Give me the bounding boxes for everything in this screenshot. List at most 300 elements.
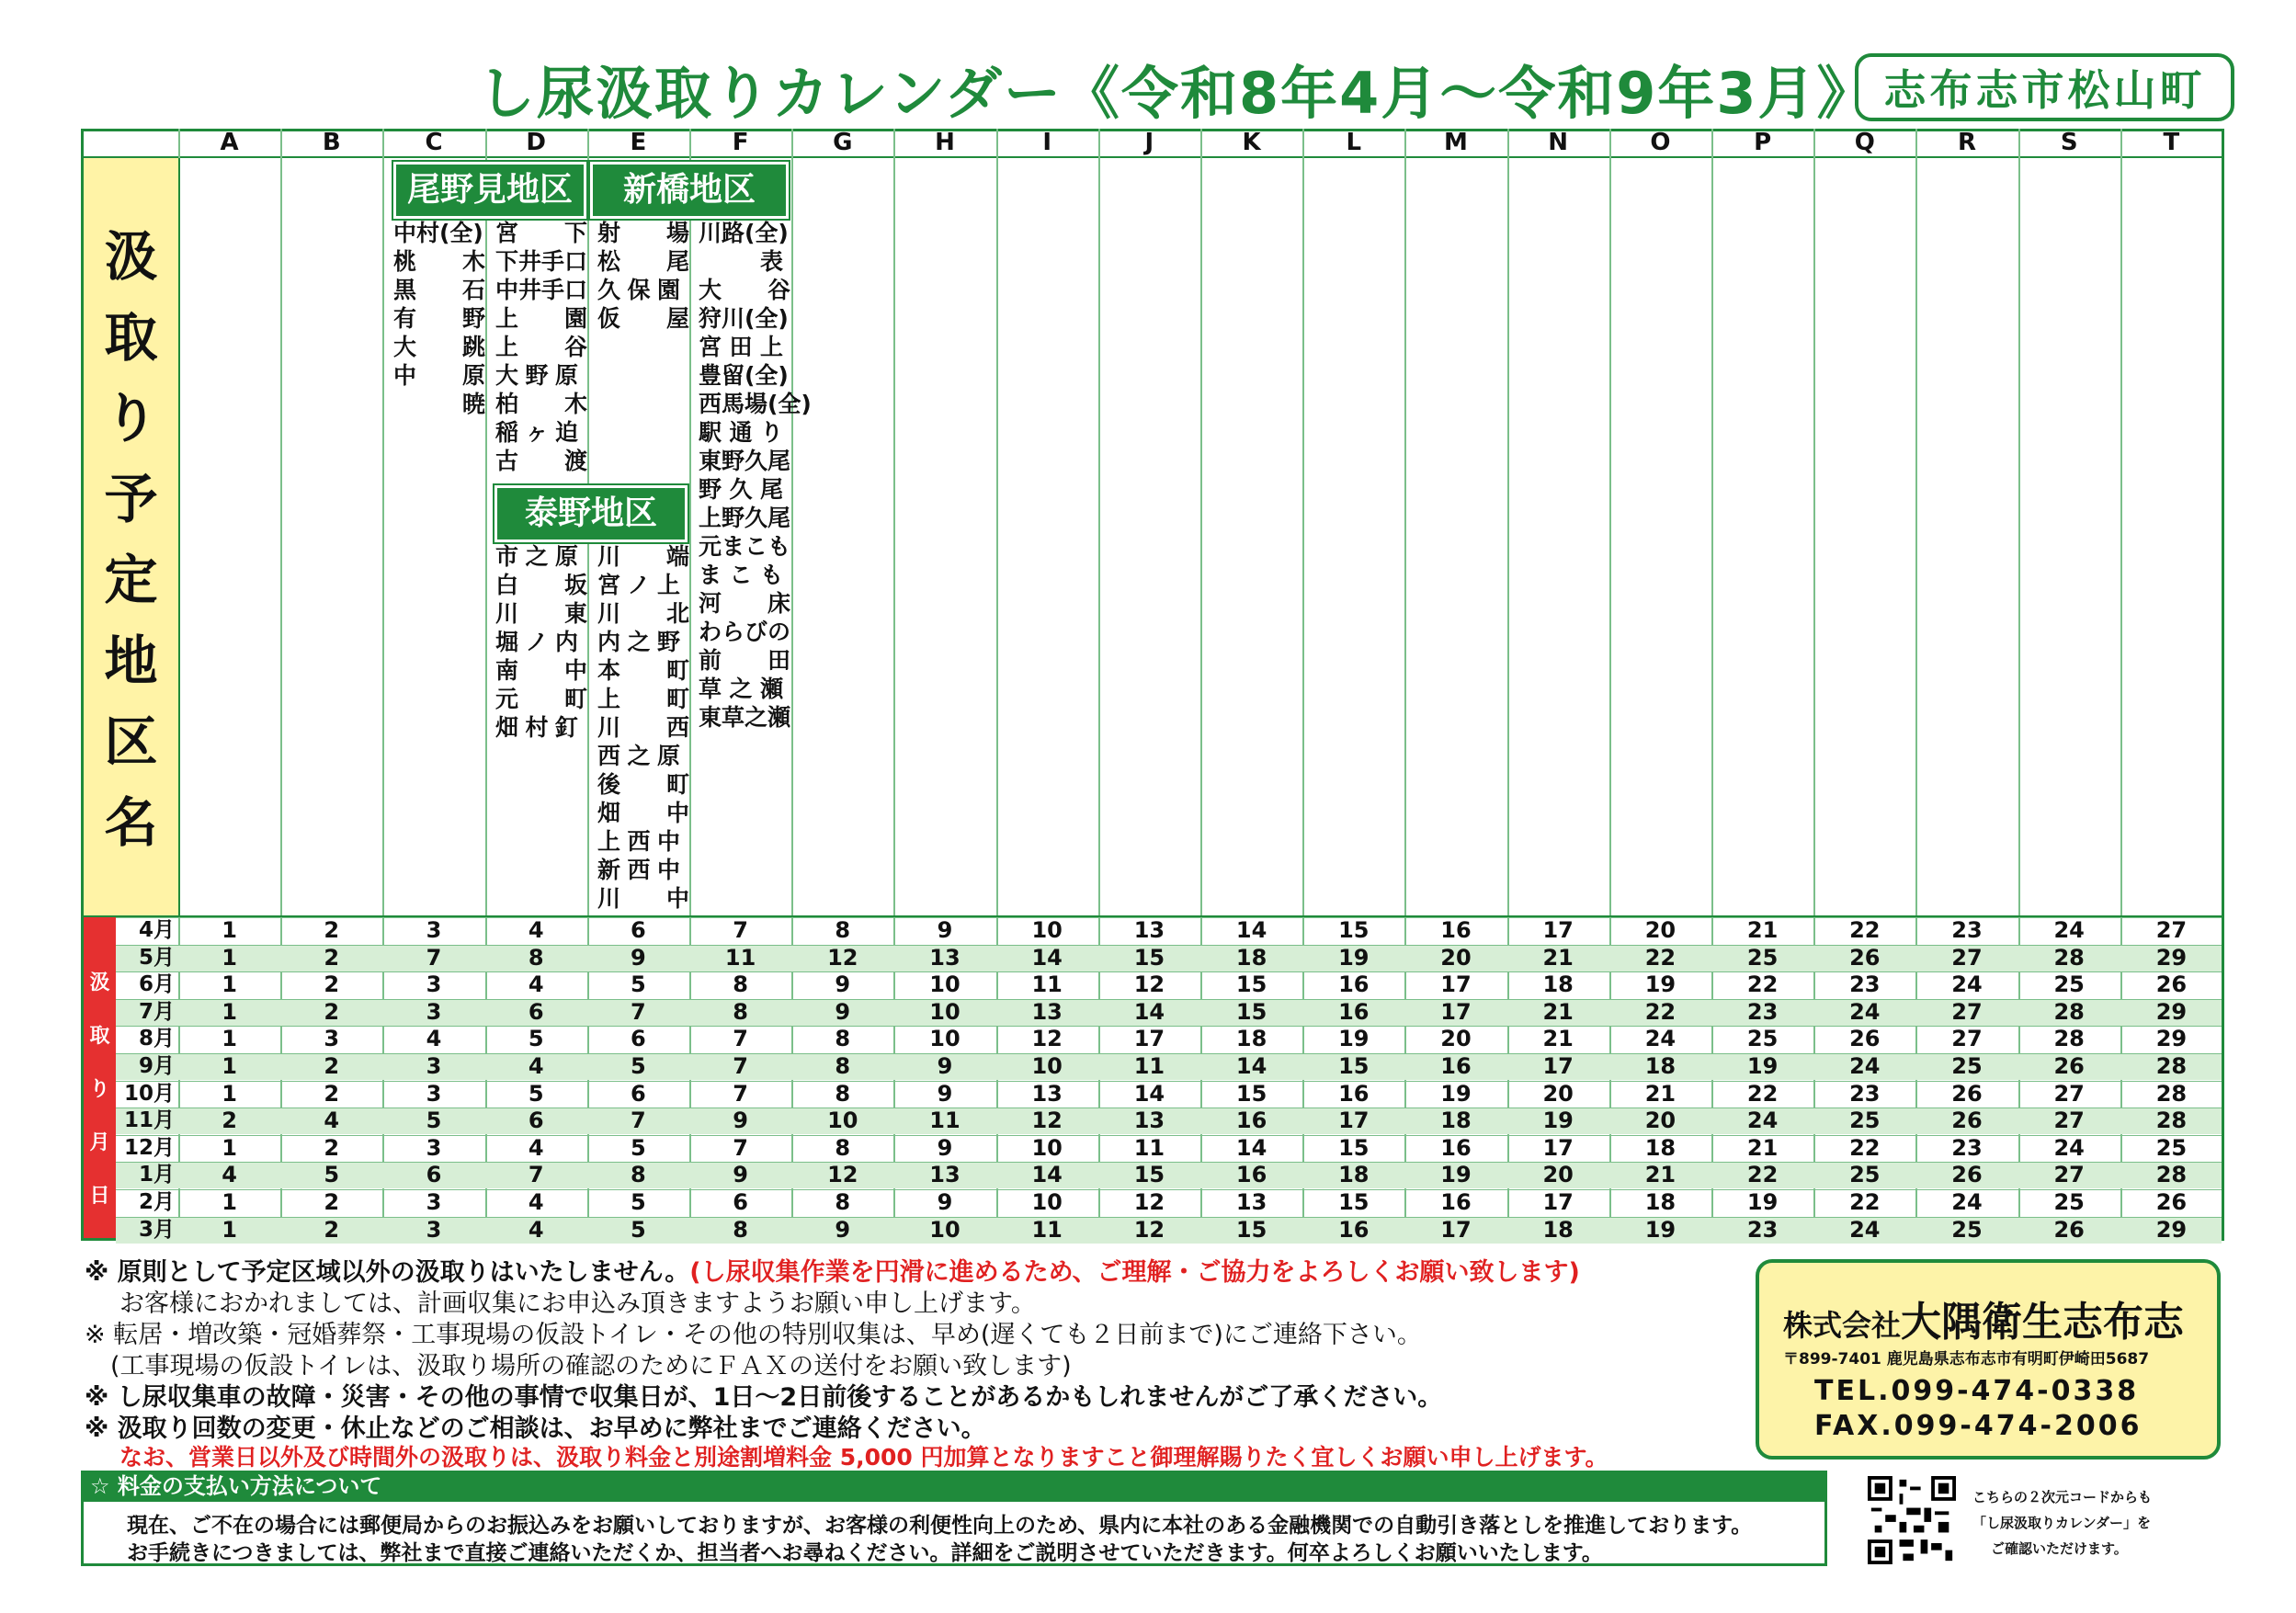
schedule-day: 10: [827, 1108, 858, 1134]
place-name: 上 園: [495, 305, 588, 332]
schedule-month: 12月: [123, 1135, 175, 1160]
place-name: 中村(全): [393, 220, 483, 246]
place-name: わらびの: [699, 619, 791, 645]
row-divider: [116, 1135, 2222, 1136]
schedule-row: [116, 945, 2222, 971]
schedule-month: 8月: [138, 1027, 175, 1051]
schedule-day: 18: [1338, 1162, 1370, 1188]
schedule-day: 9: [835, 1216, 851, 1243]
schedule-day: 11: [1133, 1134, 1165, 1161]
schedule-day: 20: [1644, 1108, 1677, 1134]
schedule-day: 13: [929, 1162, 960, 1188]
schedule-day: 26: [2053, 1216, 2085, 1243]
schedule-day: 9: [937, 1189, 953, 1215]
schedule-month: 9月: [138, 1054, 175, 1078]
schedule-row: [116, 971, 2222, 998]
schedule-day: 24: [1849, 998, 1881, 1025]
schedule-day: 18: [1644, 1134, 1677, 1161]
schedule-day: 2: [324, 1080, 340, 1107]
sidebar-label-char: り: [104, 387, 158, 449]
schedule-day: 1: [222, 1216, 237, 1243]
schedule-day: 16: [1440, 1134, 1472, 1161]
schedule-day: 13: [1031, 998, 1063, 1025]
schedule-day: 1: [222, 1189, 237, 1215]
schedule-day: 25: [1849, 1108, 1881, 1134]
schedule-day: 28: [2155, 1053, 2188, 1079]
schedule-day: 12: [1031, 1026, 1063, 1052]
schedule-day: 28: [2053, 1026, 2085, 1052]
schedule-row: [116, 1026, 2222, 1052]
place-name: 大 谷: [699, 277, 791, 303]
schedule-day: 3: [426, 971, 442, 998]
schedule-day: 24: [2053, 917, 2085, 943]
place-name: 駅通り: [699, 419, 783, 446]
schedule-day: 3: [426, 1134, 442, 1161]
schedule-day: 9: [835, 971, 851, 998]
place-name: 黒 石: [393, 277, 486, 303]
company-prefix: 株式会社: [1783, 1308, 1902, 1343]
company-address: 〒899-7401 鹿児島県志布志市有明町伊崎田5687: [1783, 1350, 2150, 1369]
place-name: 元まこも: [699, 533, 791, 560]
schedule-day: 26: [1849, 944, 1881, 971]
place-name: 上西中: [597, 828, 680, 855]
schedule-day: 19: [1440, 1162, 1472, 1188]
schedule-day: 13: [1235, 1189, 1267, 1215]
page-title: し尿汲取りカレンダー《令和8年4月〜令和9年3月》: [478, 60, 1876, 127]
schedule-day: 4: [528, 917, 544, 943]
note-2: お客様におかれましては、計画収集にお申込み頂きますようお願い申し上げます。: [119, 1289, 1036, 1318]
note-1: ※ 原則として予定区域以外の汲取りはいたしません。(し尿収集作業を円滑に進めるため、ご理解・ご協力をよろしくお願い致します): [85, 1258, 1580, 1287]
schedule-day: 27: [2053, 1108, 2085, 1134]
schedule-day: 21: [1542, 1026, 1574, 1052]
column-header-b: B: [322, 129, 341, 156]
schedule-day: 4: [324, 1108, 340, 1134]
schedule-day: 16: [1235, 1108, 1267, 1134]
schedule-day: 26: [2155, 1189, 2188, 1215]
schedule-day: 19: [1338, 944, 1370, 971]
column-header-r: R: [1957, 129, 1976, 156]
schedule-day: 15: [1235, 998, 1267, 1025]
schedule-day: 15: [1338, 1134, 1370, 1161]
schedule-day: 16: [1440, 1053, 1472, 1079]
place-name: 東野久尾: [699, 448, 791, 474]
row-divider: [116, 1026, 2222, 1027]
schedule-day: 23: [1746, 1216, 1779, 1243]
schedule-day: 10: [929, 998, 960, 1025]
schedule-day: 15: [1235, 1080, 1267, 1107]
schedule-day: 8: [835, 1189, 851, 1215]
place-name: 桃 木: [393, 248, 486, 275]
column-header-s: S: [2060, 129, 2078, 156]
schedule-day: 21: [1644, 1162, 1677, 1188]
schedule-day: 9: [631, 944, 646, 971]
schedule-day: 15: [1338, 917, 1370, 943]
schedule-row: [116, 917, 2222, 944]
schedule-day: 27: [2053, 1080, 2085, 1107]
schedule-row: [116, 1053, 2222, 1080]
schedule-label-char: り: [89, 1078, 110, 1101]
company-name-main: 大隅衛生志布志: [1901, 1299, 2185, 1346]
schedule-day: 17: [1440, 971, 1472, 998]
place-name: 元 町: [495, 686, 588, 712]
schedule-day: 5: [528, 1026, 544, 1052]
schedule-day: 8: [733, 998, 748, 1025]
schedule-day: 1: [222, 1134, 237, 1161]
schedule-day: 25: [1951, 1053, 1983, 1079]
schedule-day: 5: [324, 1162, 340, 1188]
column-header-a: A: [220, 129, 239, 156]
schedule-day: 29: [2155, 1026, 2188, 1052]
row-divider: [116, 1081, 2222, 1082]
schedule-day: 1: [222, 971, 237, 998]
sidebar-label: [84, 158, 180, 915]
company-fax: FAX.099-474-2006: [1814, 1410, 2143, 1442]
note-3: ※ 転居・増改築・冠婚葬祭・工事現場の仮設トイレ・その他の特別収集は、早め(遅くても２日前まで)にご連絡下さい。: [85, 1321, 1422, 1349]
schedule-day: 13: [929, 944, 960, 971]
schedule-day: 5: [528, 1080, 544, 1107]
schedule-day: 28: [2053, 944, 2085, 971]
schedule-day: 6: [631, 917, 646, 943]
schedule-day: 27: [2053, 1162, 2085, 1188]
schedule-day: 15: [1338, 1189, 1370, 1215]
schedule-day: 4: [528, 1134, 544, 1161]
place-name: 新西中: [597, 857, 680, 883]
place-name: 宮 下: [495, 220, 588, 246]
schedule-day: 21: [1542, 944, 1574, 971]
schedule-day: 8: [835, 1053, 851, 1079]
schedule-day: 13: [1133, 917, 1165, 943]
schedule-day: 29: [2155, 998, 2188, 1025]
schedule-day: 18: [1235, 944, 1267, 971]
schedule-day: 22: [1644, 944, 1677, 971]
schedule-day: 5: [631, 1053, 646, 1079]
schedule-day: 18: [1542, 1216, 1574, 1243]
note-6: ※ 汲取り回数の変更・休止などのご相談は、お早めに弊社までご連絡ください。: [85, 1414, 986, 1443]
schedule-day: 11: [1133, 1053, 1165, 1079]
schedule-day: 13: [1133, 1108, 1165, 1134]
column-header-n: N: [1548, 129, 1569, 156]
schedule-day: 20: [1644, 917, 1677, 943]
schedule-day: 2: [222, 1108, 237, 1134]
schedule-day: 7: [631, 1108, 646, 1134]
place-name: 射 場: [597, 220, 690, 246]
schedule-day: 3: [426, 917, 442, 943]
place-name: 上 町: [597, 686, 690, 712]
schedule-row: [116, 999, 2222, 1026]
schedule-day: 5: [631, 1189, 646, 1215]
schedule-day: 20: [1440, 1026, 1472, 1052]
schedule-day: 20: [1542, 1162, 1574, 1188]
schedule-day: 25: [1849, 1162, 1881, 1188]
schedule-day: 16: [1338, 1216, 1370, 1243]
place-name: 堀ノ内: [495, 629, 578, 655]
schedule-day: 8: [835, 917, 851, 943]
schedule-day: 12: [1031, 1108, 1063, 1134]
schedule-day: 26: [2053, 1053, 2085, 1079]
schedule-day: 3: [426, 1216, 442, 1243]
place-name: 川路(全): [699, 220, 789, 246]
schedule-month: 7月: [138, 999, 175, 1024]
schedule-day: 10: [1031, 1189, 1063, 1215]
schedule-day: 27: [1951, 998, 1983, 1025]
schedule-label-char: 取: [89, 1025, 110, 1048]
schedule-day: 9: [733, 1108, 748, 1134]
company-box: [1756, 1259, 2221, 1460]
column-header-m: M: [1444, 129, 1468, 156]
schedule-day: 7: [733, 917, 748, 943]
column-header-d: D: [526, 129, 546, 156]
schedule-day: 27: [2155, 917, 2188, 943]
place-name: 市之原: [495, 543, 578, 570]
schedule-day: 9: [937, 1080, 953, 1107]
schedule-day: 22: [1746, 1080, 1779, 1107]
place-name: 有 野: [393, 305, 486, 332]
column-header-k: K: [1242, 129, 1261, 156]
qr-caption-3: ご確認いただけます。: [1991, 1540, 2128, 1557]
schedule-day: 22: [1849, 1189, 1881, 1215]
note-5: ※ し尿収集車の故障・災害・その他の事情で収集日が、1日〜2日前後することがあるかもしれませんがご了承ください。: [85, 1383, 1443, 1412]
schedule-day: 7: [733, 1026, 748, 1052]
schedule-day: 21: [1746, 1134, 1779, 1161]
company-tel: TEL.099-474-0338: [1814, 1375, 2140, 1407]
place-name: 前 田: [699, 647, 791, 674]
column-header-f: F: [732, 129, 749, 156]
schedule-day: 8: [835, 1026, 851, 1052]
schedule-day: 9: [937, 1134, 953, 1161]
schedule-day: 17: [1542, 1134, 1574, 1161]
place-name: 中井手口: [495, 277, 588, 303]
schedule-day: 28: [2155, 1108, 2188, 1134]
place-name: 川 北: [597, 600, 690, 627]
schedule-day: 6: [733, 1189, 748, 1215]
schedule-day: 15: [1235, 1216, 1267, 1243]
sidebar-label-char: 地: [104, 630, 158, 692]
schedule-day: 10: [929, 1026, 960, 1052]
schedule-day: 18: [1542, 971, 1574, 998]
schedule-day: 21: [1644, 1080, 1677, 1107]
schedule-day: 2: [324, 1053, 340, 1079]
schedule-month: 11月: [123, 1108, 175, 1133]
column-header-o: O: [1650, 129, 1671, 156]
schedule-day: 27: [1951, 944, 1983, 971]
schedule-day: 3: [426, 1189, 442, 1215]
schedule-day: 21: [1542, 998, 1574, 1025]
schedule-day: 4: [528, 971, 544, 998]
schedule-day: 9: [835, 998, 851, 1025]
place-name: 西之原: [597, 743, 680, 769]
schedule-day: 14: [1235, 917, 1267, 943]
schedule-day: 18: [1235, 1026, 1267, 1052]
place-name: 畑村釘: [495, 714, 578, 741]
place-name: 本 町: [597, 657, 690, 684]
row-divider: [116, 1217, 2222, 1218]
place-name: 久保園: [597, 277, 680, 303]
schedule-day: 16: [1440, 1189, 1472, 1215]
schedule-day: 15: [1338, 1053, 1370, 1079]
schedule-day: 19: [1644, 971, 1677, 998]
schedule-day: 13: [1031, 1080, 1063, 1107]
place-name: 内之野: [597, 629, 680, 655]
place-name: 大野原: [495, 362, 578, 389]
schedule-day: 2: [324, 998, 340, 1025]
column-header-h: H: [935, 129, 955, 156]
schedule-day: 19: [1542, 1108, 1574, 1134]
schedule-day: 17: [1440, 998, 1472, 1025]
schedule-day: 29: [2155, 944, 2188, 971]
schedule-day: 15: [1235, 971, 1267, 998]
schedule-day: 2: [324, 1134, 340, 1161]
schedule-month: 4月: [138, 918, 175, 942]
schedule-day: 24: [2053, 1134, 2085, 1161]
schedule-day: 26: [1849, 1026, 1881, 1052]
schedule-day: 19: [1338, 1026, 1370, 1052]
place-name: 川 西: [597, 714, 690, 741]
sidebar-label-char: 定: [104, 549, 158, 611]
schedule-day: 18: [1440, 1108, 1472, 1134]
place-name: 古 渡: [495, 448, 588, 474]
schedule-day: 16: [1338, 1080, 1370, 1107]
schedule-day: 9: [937, 917, 953, 943]
schedule-day: 19: [1746, 1053, 1779, 1079]
schedule-day: 24: [1644, 1026, 1677, 1052]
schedule-day: 24: [1746, 1108, 1779, 1134]
schedule-day: 14: [1235, 1053, 1267, 1079]
schedule-day: 7: [528, 1162, 544, 1188]
schedule-day: 14: [1031, 944, 1063, 971]
schedule-row: [116, 1189, 2222, 1216]
place-name: 川 東: [495, 600, 588, 627]
schedule-day: 17: [1542, 917, 1574, 943]
schedule-day: 12: [827, 1162, 858, 1188]
place-name: 狩川(全): [699, 305, 789, 332]
schedule-day: 22: [1746, 1162, 1779, 1188]
schedule-day: 23: [1951, 1134, 1983, 1161]
place-name: 川 中: [597, 885, 690, 912]
schedule-day: 12: [1133, 1216, 1165, 1243]
schedule-month: 6月: [138, 972, 175, 997]
sidebar-label-char: 予: [104, 468, 158, 530]
schedule-day: 9: [937, 1053, 953, 1079]
schedule-day: 2: [324, 1189, 340, 1215]
schedule-day: 4: [426, 1026, 442, 1052]
schedule-day: 20: [1542, 1080, 1574, 1107]
schedule-day: 5: [631, 971, 646, 998]
schedule-day: 14: [1133, 998, 1165, 1025]
schedule-day: 19: [1644, 1216, 1677, 1243]
schedule-month: 2月: [138, 1190, 175, 1214]
column-header-p: P: [1754, 129, 1772, 156]
schedule-day: 12: [827, 944, 858, 971]
header-divider: [81, 156, 2224, 158]
schedule-day: 17: [1542, 1189, 1574, 1215]
schedule-day: 1: [222, 998, 237, 1025]
schedule-day: 17: [1542, 1053, 1574, 1079]
region-onomi: 尾野見地区: [393, 162, 586, 219]
place-name: 宮田上: [699, 334, 783, 360]
schedule-day: 6: [631, 1080, 646, 1107]
schedule-day: 18: [1644, 1189, 1677, 1215]
payment-line-2: お手続きにつきましては、弊社まで直接ご連絡いただくか、担当者へお尋ねください。詳細をご説明させていただきます。何卒よろしくお願いいたします。: [127, 1541, 1603, 1565]
schedule-day: 22: [1849, 917, 1881, 943]
schedule-day: 29: [2155, 1216, 2188, 1243]
schedule-month: 3月: [138, 1217, 175, 1242]
schedule-row: [116, 1162, 2222, 1188]
schedule-day: 4: [222, 1162, 237, 1188]
place-name: 野久尾: [699, 476, 783, 503]
place-name: 暁: [393, 391, 486, 417]
sidebar-label-char: 名: [104, 791, 158, 854]
schedule-label-char: 月: [89, 1131, 110, 1154]
schedule-day: 28: [2155, 1162, 2188, 1188]
place-name: 表: [699, 248, 783, 275]
column-header-i: I: [1042, 129, 1052, 156]
schedule-day: 26: [1951, 1162, 1983, 1188]
schedule-day: 3: [426, 998, 442, 1025]
schedule-day: 25: [1951, 1216, 1983, 1243]
schedule-day: 7: [733, 1134, 748, 1161]
schedule-day: 4: [528, 1053, 544, 1079]
schedule-month: 5月: [138, 945, 175, 970]
schedule-day: 17: [1440, 1216, 1472, 1243]
place-name: 河 床: [699, 590, 791, 617]
schedule-day: 25: [2053, 1189, 2085, 1215]
schedule-day: 1: [222, 917, 237, 943]
schedule-day: 28: [2155, 1080, 2188, 1107]
qr-caption-2: 「し尿汲取りカレンダー」を: [1972, 1515, 2152, 1531]
schedule-day: 22: [1849, 1134, 1881, 1161]
schedule-day: 1: [222, 1026, 237, 1052]
place-name: 下井手口: [495, 248, 588, 275]
schedule-day: 7: [733, 1053, 748, 1079]
schedule-day: 14: [1031, 1162, 1063, 1188]
schedule-day: 19: [1440, 1080, 1472, 1107]
column-header-e: E: [630, 129, 647, 156]
schedule-day: 2: [324, 917, 340, 943]
schedule-row: [116, 1135, 2222, 1162]
schedule-day: 25: [2155, 1134, 2188, 1161]
schedule-day: 1: [222, 944, 237, 971]
schedule-day: 10: [1031, 1053, 1063, 1079]
schedule-day: 15: [1133, 1162, 1165, 1188]
schedule-day: 23: [1849, 1080, 1881, 1107]
schedule-month: 10月: [123, 1081, 175, 1106]
row-divider: [116, 1162, 2222, 1163]
schedule-day: 17: [1133, 1026, 1165, 1052]
schedule-day: 8: [733, 971, 748, 998]
qr-caption-1: こちらの２次元コードからも: [1972, 1489, 2153, 1505]
schedule-day: 1: [222, 1053, 237, 1079]
schedule-day: 3: [426, 1053, 442, 1079]
schedule-day: 21: [1746, 917, 1779, 943]
schedule-day: 16: [1338, 998, 1370, 1025]
column-header-l: L: [1346, 129, 1362, 156]
qr-code-icon: [1868, 1476, 1956, 1564]
schedule-day: 4: [528, 1189, 544, 1215]
row-divider: [116, 1189, 2222, 1190]
row-divider: [116, 971, 2222, 972]
place-name: 柏 木: [495, 391, 588, 417]
schedule-day: 23: [1746, 998, 1779, 1025]
schedule-day: 11: [1031, 1216, 1063, 1243]
schedule-day: 11: [929, 1108, 960, 1134]
column-header-t: T: [2163, 129, 2180, 156]
place-name: まこも: [699, 562, 783, 588]
place-name: 後 町: [597, 771, 690, 798]
note-7: なお、営業日以外及び時間外の汲取りは、汲取り料金と別途割増料金 5,000 円加算となりますこと御理解賜りたく宜しくお願い申し上げます。: [119, 1444, 1608, 1471]
schedule-day: 24: [1849, 1216, 1881, 1243]
schedule-day: 6: [528, 998, 544, 1025]
place-name: 畑 中: [597, 800, 690, 826]
